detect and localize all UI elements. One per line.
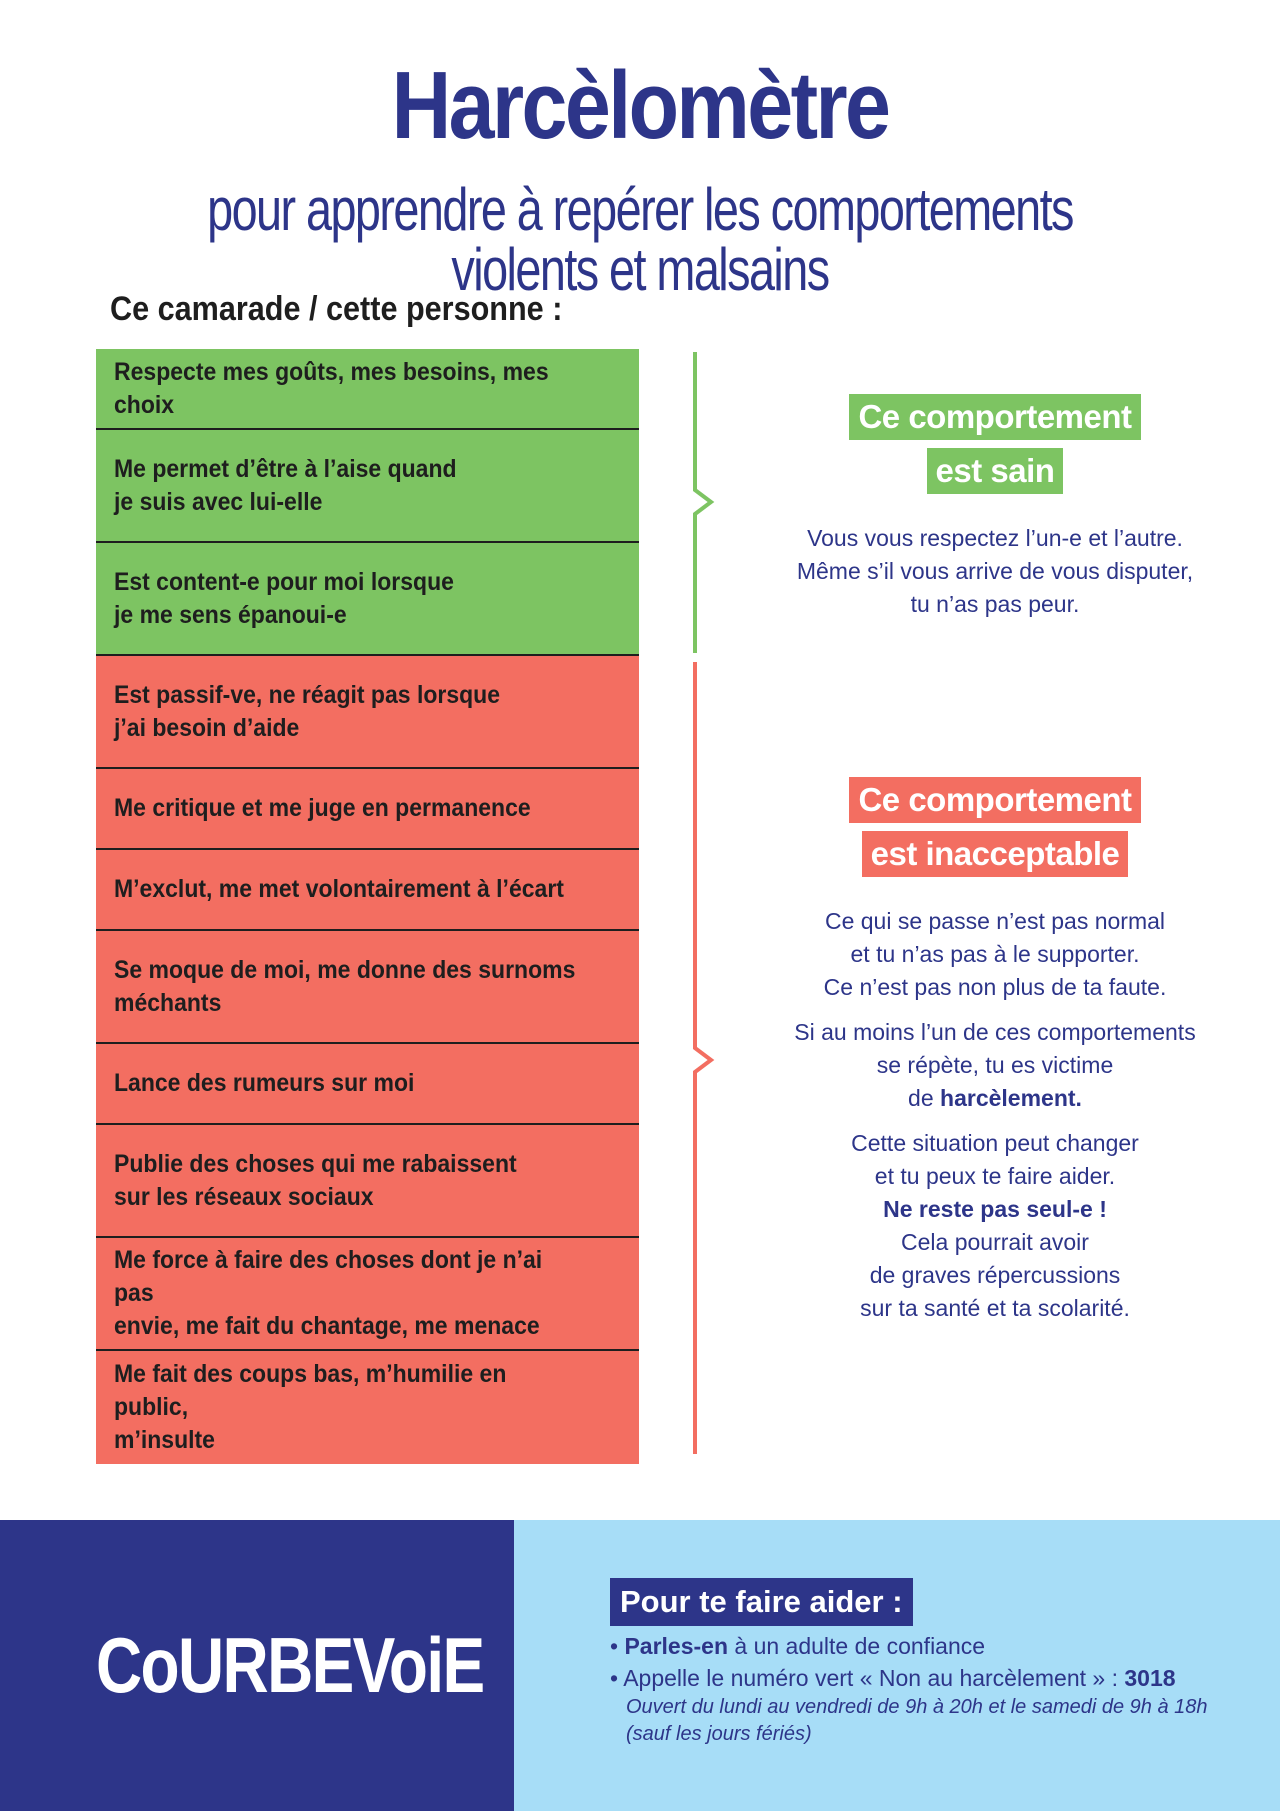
- behavior-row-healthy: Me permet d’être à l’aise quand je suis avec lui-elle: [96, 430, 639, 543]
- behavior-row-unacceptable: Me force à faire des choses dont je n’ai pas envie, me fait du chantage, me menace: [96, 1238, 639, 1351]
- unacceptable-bracket-icon: [686, 660, 716, 1456]
- unacceptable-text: Cette situation peut changer et tu peux te faire aider. Ne reste pas seul-e ! Cela pourrait avoir de graves répercussions sur ta santé et ta scolarité.: [851, 1130, 1139, 1321]
- healthy-bracket-icon: [686, 350, 716, 655]
- behavior-row-unacceptable: Se moque de moi, me donne des surnoms méchants: [96, 931, 639, 1044]
- unacceptable-panel: [790, 773, 1200, 1337]
- behavior-row-healthy: Est content-e pour moi lorsque je me sens épanoui-e: [96, 543, 639, 656]
- unacceptable-text: Si au moins l’un de ces comportements se répète, tu es victime de harcèlement.: [794, 1019, 1196, 1111]
- behavior-row-unacceptable: Publie des choses qui me rabaissent sur les réseaux sociaux: [96, 1125, 639, 1238]
- behavior-row-healthy: Respecte mes goûts, mes besoins, mes choix: [96, 349, 639, 430]
- help-item: • Appelle le numéro vert « Non au harcèlement » : 3018: [610, 1665, 1176, 1691]
- behavior-row-unacceptable: M’exclut, me met volontairement à l’écart: [96, 850, 639, 931]
- behavior-list: [96, 349, 639, 1464]
- unacceptable-text: Ce qui se passe n’est pas normal et tu n’as pas à le supporter. Ce n’est pas non plus de ta faute.: [823, 908, 1167, 1000]
- behavior-row-unacceptable: Me critique et me juge en permanence: [96, 769, 639, 850]
- page-subtitle: pour apprendre à repérer les comportements violents et malsains: [207, 176, 1073, 303]
- unacceptable-tag: est inacceptable: [862, 831, 1129, 877]
- intro-heading: Ce camarade / cette personne :: [110, 290, 563, 328]
- unacceptable-tag: Ce comportement: [849, 777, 1140, 823]
- page-title: Harcèlomètre: [391, 52, 889, 159]
- healthy-tag: est sain: [927, 448, 1064, 494]
- behavior-row-unacceptable: Me fait des coups bas, m’humilie en public, m’insulte: [96, 1351, 639, 1464]
- behavior-row-unacceptable: Lance des rumeurs sur moi: [96, 1044, 639, 1125]
- help-title: Pour te faire aider :: [610, 1578, 913, 1626]
- help-item: • Parles-en à un adulte de confiance: [610, 1633, 986, 1659]
- help-list: [610, 1630, 1250, 1748]
- healthy-text: Vous vous respectez l’un-e et l’autre. Même s’il vous arrive de vous disputer, tu n’as pas peur.: [796, 525, 1194, 617]
- healthy-panel: [790, 390, 1200, 633]
- courbevoie-logo: CoURBEVoiE: [96, 1621, 484, 1709]
- healthy-tag: Ce comportement: [849, 394, 1140, 440]
- help-hours-note: Ouvert du lundi au vendredi de 9h à 20h et le samedi de 9h à 18h (sauf les jours fériés): [626, 1696, 1208, 1745]
- behavior-row-unacceptable: Est passif-ve, ne réagit pas lorsque j’ai besoin d’aide: [96, 656, 639, 769]
